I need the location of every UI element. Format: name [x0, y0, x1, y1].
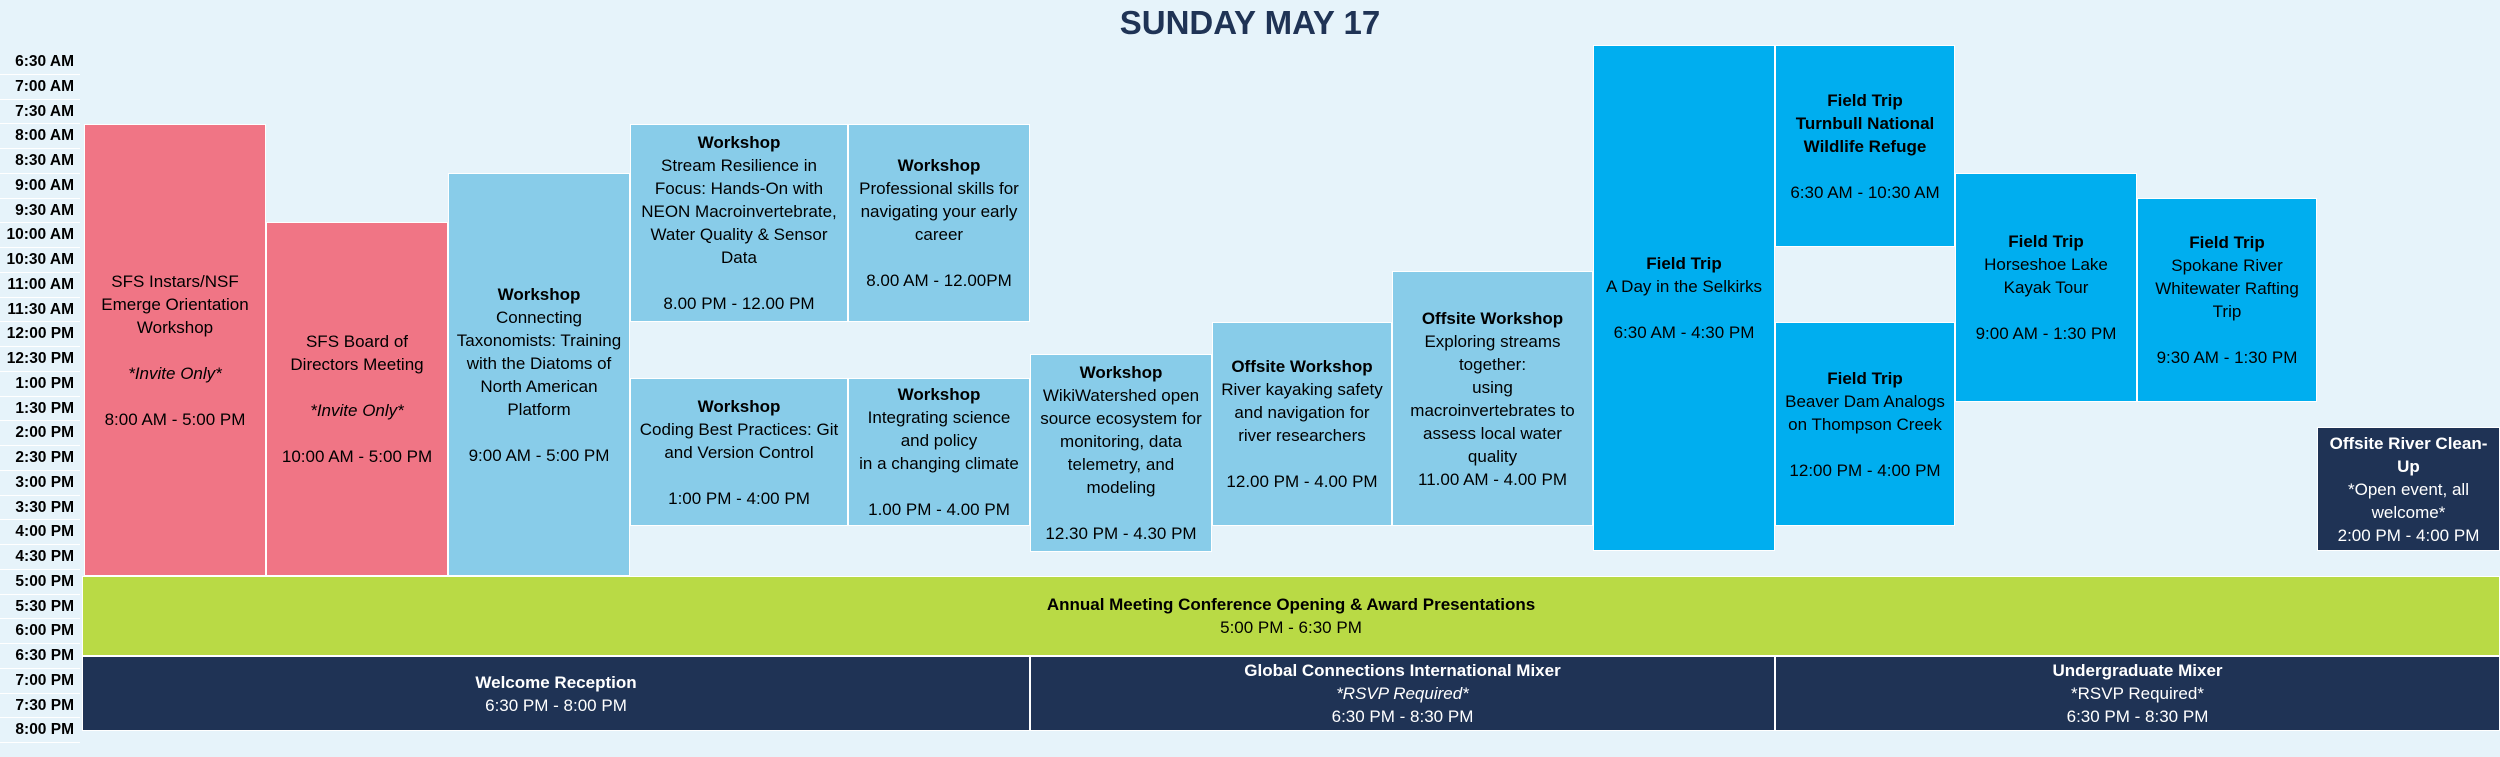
event-time: 9:30 AM - 1:30 PM: [2156, 348, 2298, 367]
event-title-line1: Integrating science and policy: [867, 408, 1011, 450]
event-time: 6:30 AM - 10:30 AM: [1790, 182, 1940, 202]
time-column: [0, 50, 82, 757]
event-type: Workshop: [497, 284, 581, 304]
event-time: 8.00 AM - 12.00PM: [866, 271, 1012, 290]
time-slot-label: 5:00 PM: [0, 570, 80, 595]
time-slot-label: 3:00 PM: [0, 471, 80, 496]
event-title: Undergraduate Mixer: [2052, 661, 2223, 680]
event-time: 6:30 PM - 8:00 PM: [485, 695, 627, 715]
event-kayaking-workshop[interactable]: [1212, 322, 1392, 526]
event-title: Spokane River Whitewater Rafting Trip: [2155, 256, 2299, 321]
time-slot-label: 9:00 AM: [0, 174, 80, 199]
event-neon-workshop[interactable]: [630, 124, 848, 322]
event-time: 1:00 PM - 4:00 PM: [668, 488, 810, 508]
event-title: Beaver Dam Analogs on Thompson Creek: [1785, 391, 1945, 434]
time-slot-label: 8:00 AM: [0, 124, 80, 149]
event-time: 9:00 AM - 1:30 PM: [1975, 324, 2117, 343]
event-diatoms-workshop[interactable]: [448, 173, 630, 576]
time-slot-label: 10:30 AM: [0, 248, 80, 273]
event-title: SFS Board of Directors Meeting: [290, 332, 424, 374]
event-time: 9:00 AM - 5:00 PM: [468, 445, 610, 465]
event-note: *Open event, all welcome*: [2348, 479, 2469, 522]
event-time: 12.00 PM - 4.00 PM: [1226, 472, 1378, 491]
event-title: Stream Resilience in Focus: Hands-On with NEON Macroinvertebrate, Water Quality & Sensor Data: [641, 156, 837, 267]
event-note: *Invite Only*: [310, 401, 404, 420]
event-title: Professional skills for navigating your early career: [859, 179, 1019, 244]
event-title: Global Connections International Mixer: [1244, 661, 1561, 680]
event-title: Offsite River Clean-Up: [2329, 433, 2488, 476]
event-title: Coding Best Practices: Git and Version Control: [639, 419, 839, 462]
event-time: 10:00 AM - 5:00 PM: [281, 447, 433, 466]
event-type: Offsite Workshop: [1231, 357, 1373, 376]
event-type: Offsite Workshop: [1421, 308, 1564, 328]
event-type: Workshop: [697, 396, 781, 416]
event-wikiwatershed-workshop[interactable]: [1030, 354, 1212, 552]
event-time: 6:30 PM - 8:30 PM: [2066, 707, 2209, 726]
event-spokane-trip[interactable]: [2137, 198, 2317, 402]
event-type: Workshop: [897, 156, 981, 175]
event-river-cleanup[interactable]: [2317, 427, 2500, 551]
time-slot-label: 7:00 PM: [0, 669, 80, 694]
event-policy-workshop[interactable]: [848, 378, 1030, 526]
event-time: 12.30 PM - 4.30 PM: [1045, 524, 1197, 543]
event-type: Field Trip: [1827, 90, 1903, 110]
event-global-mixer[interactable]: [1030, 656, 1775, 731]
event-conference-opening[interactable]: [82, 576, 2500, 656]
event-time: 8:00 AM - 5:00 PM: [104, 409, 246, 429]
event-title: Connecting Taxonomists: Training with the Diatoms of North American Platform: [456, 307, 622, 419]
event-note: *Invite Only*: [128, 363, 222, 383]
event-undergraduate-mixer[interactable]: [1775, 656, 2500, 731]
time-slot-label: 4:30 PM: [0, 545, 80, 570]
event-note: *RSVP Required*: [1336, 684, 1469, 703]
time-slot-label: 11:00 AM: [0, 273, 80, 298]
event-type: Workshop: [1079, 363, 1163, 382]
event-title-line2: in a changing climate: [859, 454, 1019, 473]
event-career-workshop[interactable]: [848, 124, 1030, 322]
event-coding-workshop[interactable]: [630, 378, 848, 526]
event-beaver-trip[interactable]: [1775, 322, 1955, 526]
event-title: River kayaking safety and navigation for river researchers: [1221, 380, 1383, 445]
event-title-line1: Exploring streams together:: [1424, 331, 1561, 374]
time-slot-label: 6:30 AM: [0, 50, 80, 75]
event-time: 6:30 PM - 8:30 PM: [1331, 707, 1474, 726]
time-slot-label: 12:30 PM: [0, 347, 80, 372]
event-time: 5:00 PM - 6:30 PM: [1220, 618, 1362, 637]
event-turnbull-trip[interactable]: [1775, 45, 1955, 247]
event-title-line2: using macroinvertebrates to assess local water quality: [1410, 377, 1575, 466]
time-slot-label: 7:30 AM: [0, 100, 80, 125]
event-exploring-workshop[interactable]: [1392, 271, 1593, 526]
event-note: *RSVP Required*: [2071, 684, 2204, 703]
event-title: Horseshoe Lake Kayak Tour: [1984, 255, 2108, 297]
event-type: Workshop: [697, 133, 781, 152]
event-type: Field Trip: [1646, 254, 1722, 273]
event-title: SFS Instars/NSF Emerge Orientation Workshop: [101, 271, 249, 337]
event-time: 12:00 PM - 4:00 PM: [1789, 460, 1941, 480]
event-type: Field Trip: [1827, 368, 1903, 388]
page-title: SUNDAY MAY 17: [1119, 4, 1381, 41]
event-time: 1.00 PM - 4.00 PM: [868, 500, 1010, 519]
time-slot-label: 3:30 PM: [0, 496, 80, 521]
event-type: Field Trip: [2008, 232, 2084, 251]
time-slot-label: 6:30 PM: [0, 644, 80, 669]
event-type: Field Trip: [2189, 233, 2265, 252]
event-title: Welcome Reception: [475, 672, 637, 692]
event-title: A Day in the Selkirks: [1606, 277, 1762, 296]
time-slot-label: 2:30 PM: [0, 446, 80, 471]
event-selkirks-trip[interactable]: [1593, 45, 1775, 551]
event-title: Turnbull National Wildlife Refuge: [1795, 113, 1935, 156]
time-slot-label: 8:00 PM: [0, 718, 80, 743]
event-title: Annual Meeting Conference Opening & Award Presentations: [1046, 595, 1536, 614]
time-slot-label: 11:30 AM: [0, 298, 80, 323]
time-slot-label: 1:00 PM: [0, 372, 80, 397]
event-sfs-instars[interactable]: [84, 124, 266, 576]
time-slot-label: 2:00 PM: [0, 421, 80, 446]
event-time: 2:00 PM - 4:00 PM: [2337, 525, 2480, 545]
event-sfs-board[interactable]: [266, 222, 448, 576]
time-slot-label: 6:00 PM: [0, 619, 80, 644]
event-time: 11.00 AM - 4.00 PM: [1418, 469, 1567, 489]
event-horseshoe-trip[interactable]: [1955, 173, 2137, 402]
time-slot-label: 10:00 AM: [0, 223, 80, 248]
time-slot-label: 4:00 PM: [0, 520, 80, 545]
time-slot-label: 7:00 AM: [0, 75, 80, 100]
time-slot-label: 7:30 PM: [0, 694, 80, 719]
time-slot-label: 1:30 PM: [0, 397, 80, 422]
event-time: 6:30 AM - 4:30 PM: [1613, 323, 1755, 342]
event-type: Workshop: [897, 385, 981, 404]
event-time: 8.00 PM - 12.00 PM: [663, 294, 815, 313]
event-title: WikiWatershed open source ecosystem for monitoring, data telemetry, and modeling: [1040, 386, 1202, 497]
time-slot-label: 12:00 PM: [0, 322, 80, 347]
time-slot-label: 9:30 AM: [0, 199, 80, 224]
time-slot-label: 5:30 PM: [0, 595, 80, 620]
event-welcome-reception[interactable]: [82, 656, 1030, 731]
time-slot-label: 8:30 AM: [0, 149, 80, 174]
